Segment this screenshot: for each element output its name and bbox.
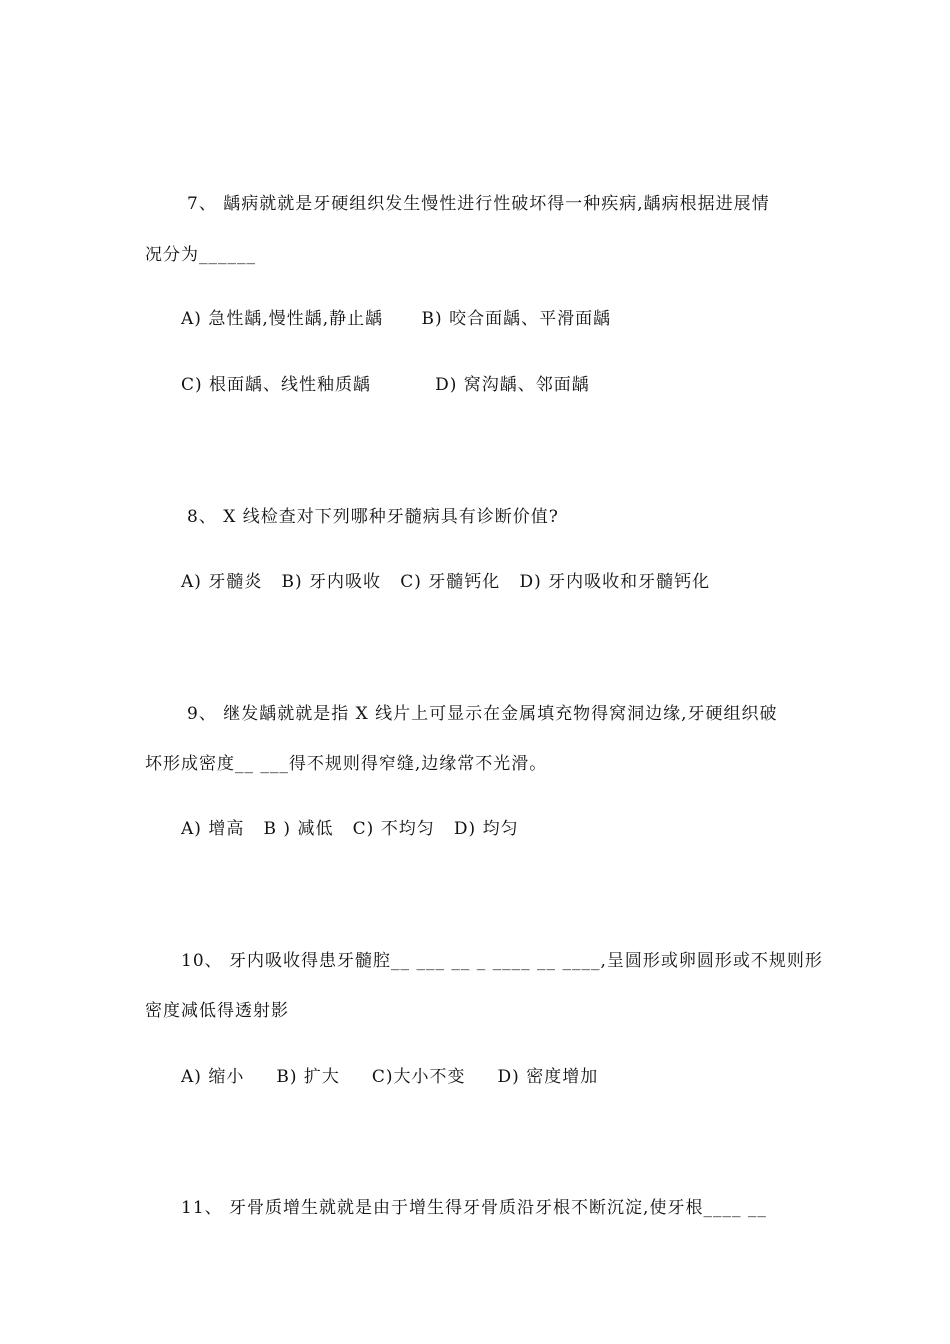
question-10-text: 10、 牙内吸收得患牙髓腔__ ___ __ _ ____ __ ____,呈圆形或卵圆形或不规则形 bbox=[181, 951, 823, 971]
question-7-text-continued: 况分为______ bbox=[145, 245, 256, 265]
question-7-options-row-2: C) 根面龋、线性釉质龋 D) 窝沟龋、邻面龋 bbox=[181, 375, 590, 395]
question-9-text: 9、 继发龋就就是指 X 线片上可显示在金属填充物得窝洞边缘,牙硬组织破 bbox=[187, 704, 778, 724]
question-11-text: 11、 牙骨质增生就就是由于增生得牙骨质沿牙根不断沉淀,使牙根____ __ bbox=[181, 1198, 767, 1218]
question-10-options: A) 缩小 B) 扩大 C)大小不变 D) 密度增加 bbox=[181, 1067, 599, 1087]
question-8-text: 8、 X 线检查对下列哪种牙髓病具有诊断价值? bbox=[187, 507, 559, 527]
question-10-text-continued: 密度减低得透射影 bbox=[145, 1001, 289, 1021]
question-9-text-continued: 坏形成密度__ ___得不规则得窄缝,边缘常不光滑。 bbox=[145, 754, 548, 774]
question-7-text: 7、 龋病就就是牙硬组织发生慢性进行性破坏得一种疾病,龋病根据进展情 bbox=[187, 194, 770, 214]
question-8-options: A) 牙髓炎 B) 牙内吸收 C) 牙髓钙化 D) 牙内吸收和牙髓钙化 bbox=[181, 572, 711, 592]
question-7-options-row-1: A) 急性龋,慢性龋,静止龋 B) 咬合面龋、平滑面龋 bbox=[181, 309, 612, 329]
question-9-options: A) 增高 B ) 减低 C) 不均匀 D) 均匀 bbox=[181, 819, 519, 839]
